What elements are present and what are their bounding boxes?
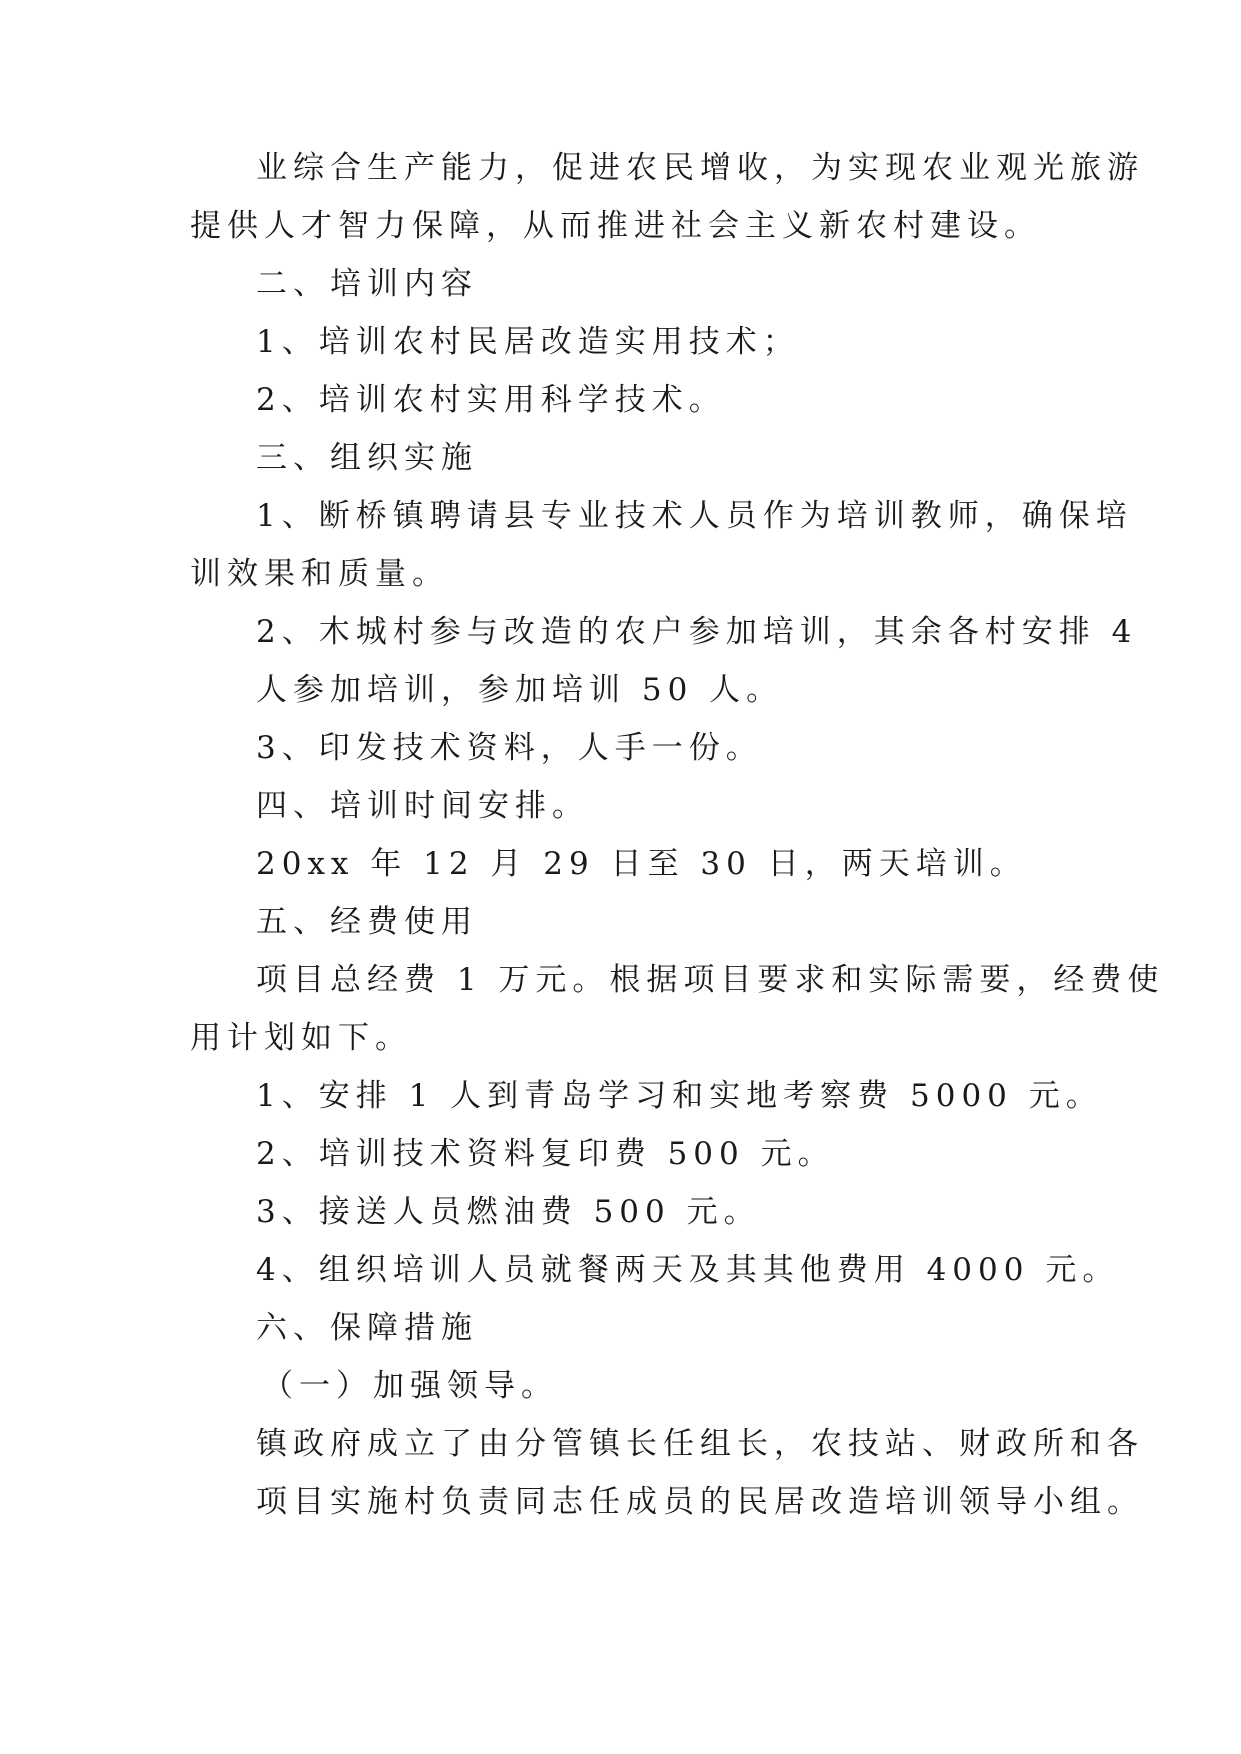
subsection-heading: （一）加强领导。 [262, 1368, 558, 1404]
list-item: 2、培训技术资料复印费 500 元。 [256, 1136, 835, 1172]
section-heading: 四、培训时间安排。 [256, 788, 589, 824]
list-item: 3、印发技术资料，人手一份。 [256, 730, 763, 766]
paragraph-line: 项目总经费 1 万元。根据项目要求和实际需要，经费使 [256, 962, 1165, 998]
list-item: 1、安排 1 人到青岛学习和实地考察费 5000 元。 [256, 1078, 1103, 1114]
paragraph-line: 用计划如下。 [190, 1020, 412, 1056]
section-heading: 五、经费使用 [256, 904, 478, 940]
list-item: 2、培训农村实用科学技术。 [256, 382, 726, 418]
list-item: 2、木城村参与改造的农户参加培训，其余各村安排 4 [256, 614, 1138, 650]
section-heading: 六、保障措施 [256, 1310, 478, 1346]
paragraph-line: 业综合生产能力，促进农民增收，为实现农业观光旅游 [256, 150, 1144, 186]
section-heading: 二、培训内容 [256, 266, 478, 302]
paragraph-line: 项目实施村负责同志任成员的民居改造培训领导小组。 [256, 1484, 1144, 1520]
list-item-continuation: 人参加培训，参加培训 50 人。 [256, 672, 784, 708]
list-item-continuation: 训效果和质量。 [190, 556, 449, 592]
section-heading: 三、组织实施 [256, 440, 478, 476]
list-item: 1、断桥镇聘请县专业技术人员作为培训教师，确保培 [256, 498, 1133, 534]
paragraph-line: 镇政府成立了由分管镇长任组长，农技站、财政所和各 [256, 1426, 1144, 1462]
paragraph-line: 20xx 年 12 月 29 日至 30 日，两天培训。 [256, 846, 1027, 882]
list-item: 4、组织培训人员就餐两天及其其他费用 4000 元。 [256, 1252, 1120, 1288]
paragraph-line: 提供人才智力保障，从而推进社会主义新农村建设。 [190, 208, 1041, 244]
list-item: 1、培训农村民居改造实用技术； [256, 324, 800, 360]
list-item: 3、接送人员燃油费 500 元。 [256, 1194, 761, 1230]
